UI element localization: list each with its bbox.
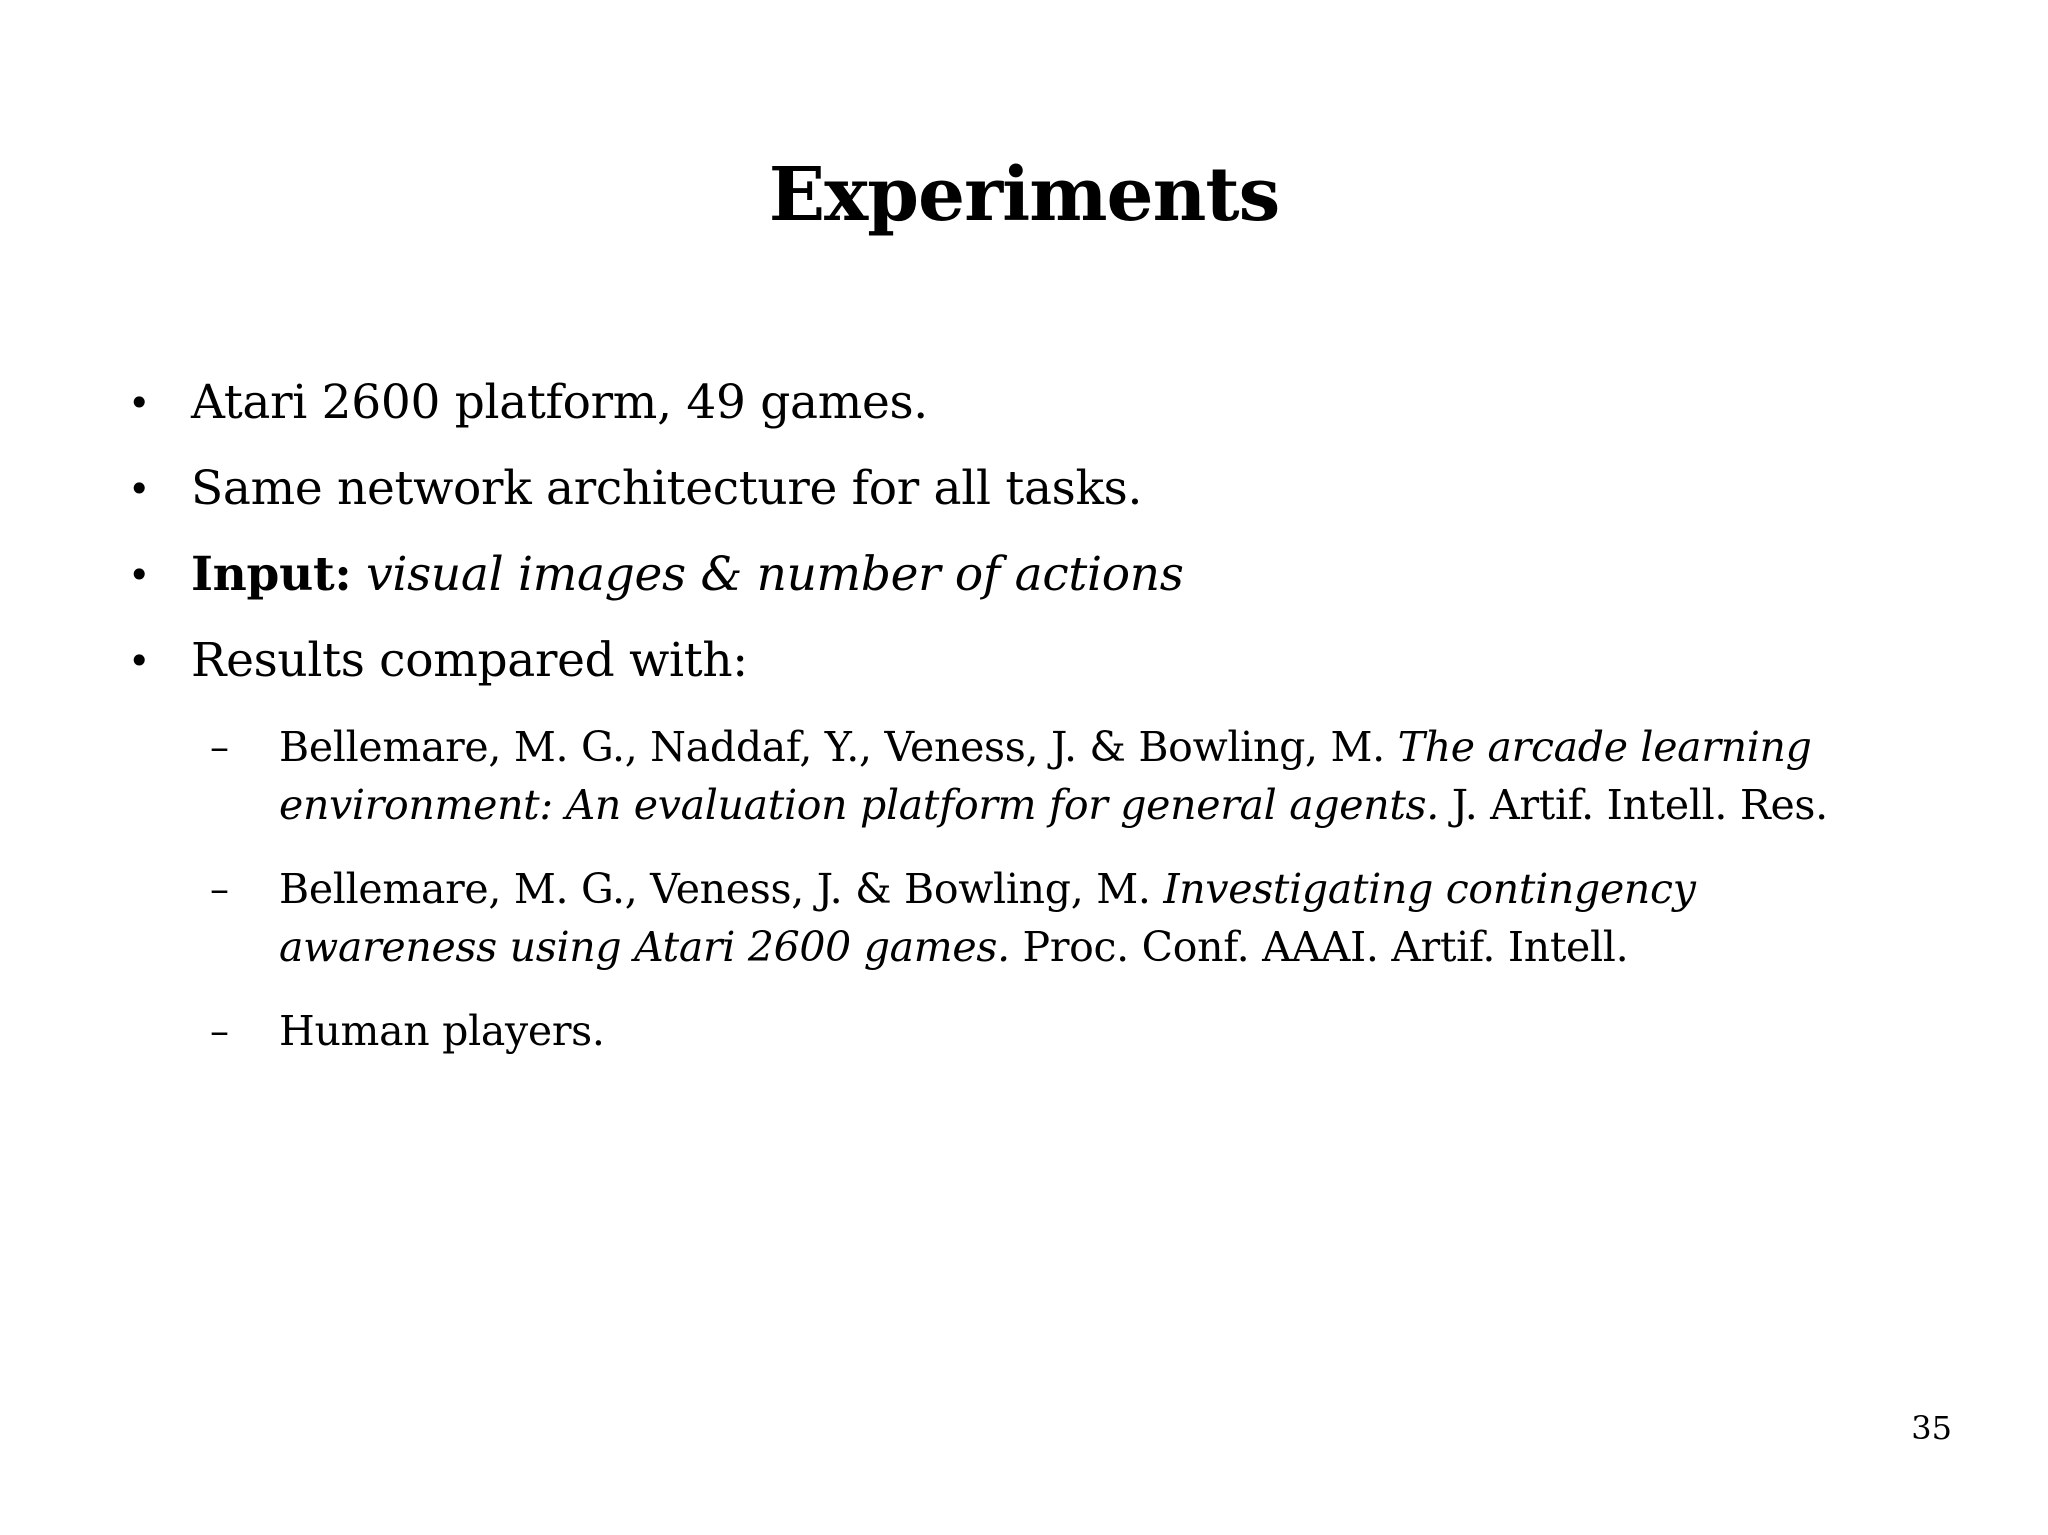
slide-title: Experiments bbox=[768, 152, 1280, 238]
bullet-dot-icon: • bbox=[127, 639, 151, 683]
bullet-item bbox=[0, 446, 2048, 532]
sub-item bbox=[0, 718, 2048, 834]
bullet-item bbox=[0, 618, 2048, 1060]
bullet-item bbox=[0, 360, 2048, 446]
bullet-text bbox=[191, 532, 1184, 618]
bullet-dot-icon: • bbox=[127, 381, 151, 425]
sub-item bbox=[0, 860, 2048, 976]
page-number: 35 bbox=[1911, 1409, 1952, 1447]
citation-title: Investigating contingency awareness using Atari 2600 games. bbox=[279, 865, 1696, 971]
bullet-dot-icon: • bbox=[127, 467, 151, 511]
bullet-text: Same network architecture for all tasks. bbox=[191, 461, 1143, 516]
citation-venue: Proc. Conf. AAAI. Artif. Intell. bbox=[1022, 923, 1629, 971]
citation-venue: J. Artif. Intell. Res. bbox=[1451, 781, 1828, 829]
dash-icon: – bbox=[210, 867, 229, 911]
bullet-dot-icon: • bbox=[127, 553, 151, 597]
bullet-text: Results compared with: bbox=[191, 633, 748, 688]
sub-list bbox=[0, 718, 2048, 1060]
bullet-list bbox=[0, 360, 2048, 1086]
bullet-text: Atari 2600 platform, 49 games. bbox=[191, 375, 928, 430]
sub-item bbox=[0, 1002, 2048, 1060]
dash-icon: – bbox=[210, 725, 229, 769]
bullet-item bbox=[0, 532, 2048, 618]
sub-item-text: Human players. bbox=[279, 1007, 605, 1055]
citation-authors: Bellemare, M. G., Naddaf, Y., Veness, J. & Bowling, M. bbox=[279, 723, 1385, 771]
bullet-label: Input: bbox=[191, 547, 352, 602]
citation-authors: Bellemare, M. G., Veness, J. & Bowling, M. bbox=[279, 865, 1151, 913]
citation bbox=[279, 860, 1919, 976]
dash-icon: – bbox=[210, 1009, 229, 1053]
citation-title: The arcade learning environment: An evaluation platform for general agents. bbox=[279, 723, 1812, 829]
citation bbox=[279, 718, 1919, 834]
bullet-emphasis: visual images & number of actions bbox=[366, 547, 1184, 602]
